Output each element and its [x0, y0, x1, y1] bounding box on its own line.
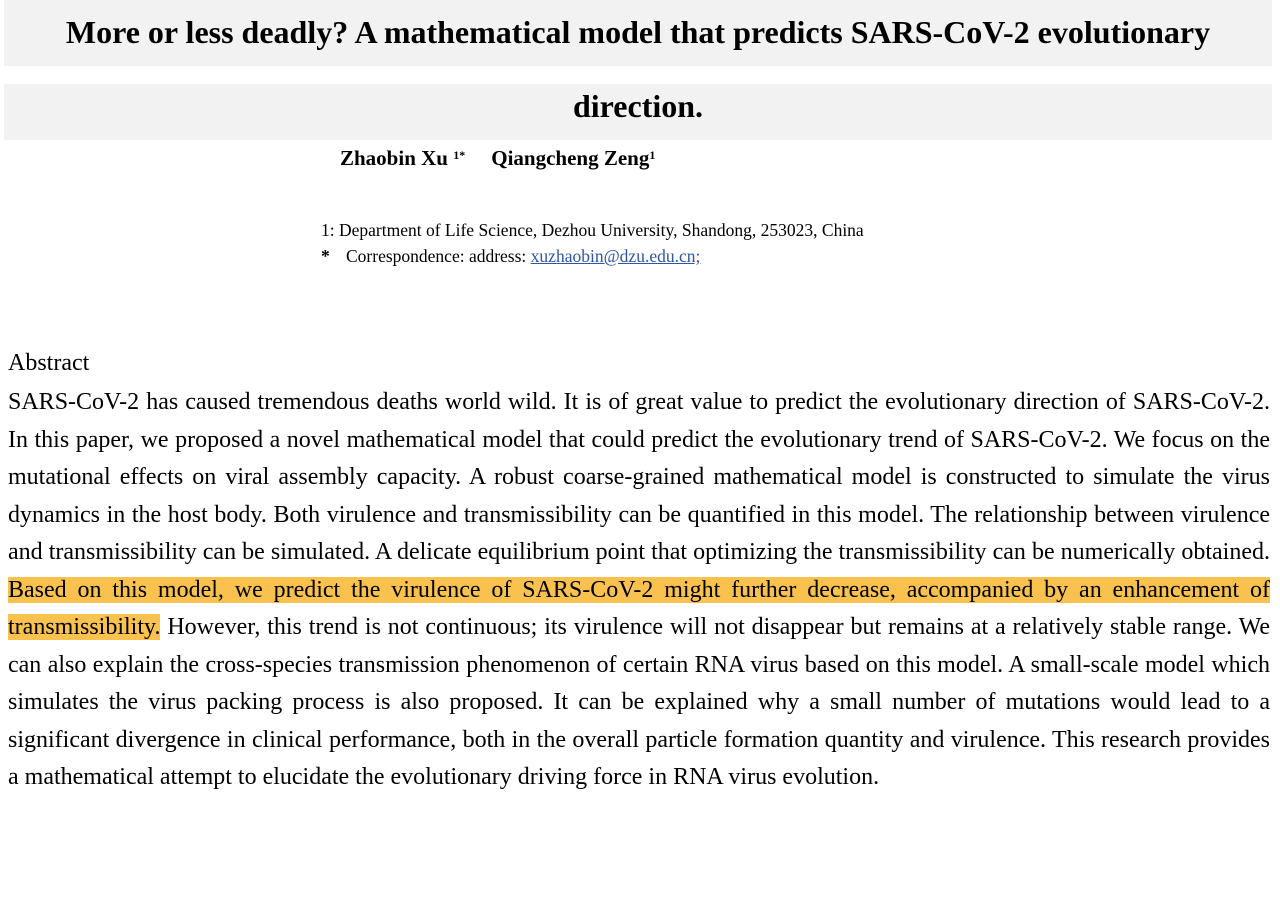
- author-name: Zhaobin Xu: [340, 146, 454, 170]
- correspondence-label: Correspondence: address:: [346, 246, 531, 266]
- affiliation: 1: Department of Life Science, Dezhou University, Shandong, 253023, China: [321, 220, 864, 240]
- abstract-text: However, this trend is not continuous; its virulence will not disappear but remains at a relatively stable range. We can also explain the cross-species transmission phenomenon of certain RNA virus based on this model. A small-scale model which simulates the virus packing process is also proposed. It can be explained why a small number of mutations would lead to a significant divergence in clinical performance, both in the overall particle formation quantity and virulence. This research provides a mathematical attempt to elucidate the evolutionary driving force in RNA virus evolution.: [8, 614, 1270, 790]
- paper-title-line-2: direction.: [4, 84, 1272, 140]
- abstract-heading: Abstract: [8, 350, 90, 376]
- correspondence-marker: *: [321, 246, 330, 266]
- author-name: Qiangcheng Zeng: [491, 146, 650, 170]
- abstract-text: SARS-CoV-2 has caused tremendous deaths world wild. It is of great value to predict the evolutionary direction of SARS-CoV-2. In this paper, we proposed a novel mathematical model that could predict the evolutionary trend of SARS-CoV-2. We focus on the mutational effects on viral assembly capacity. A robust coarse-grained mathematical model is constructed to simulate the virus dynamics in the host body. Both virulence and transmissibility can be quantified in this model. The relationship between virulence and transmissibility can be simulated. A delicate equilibrium point that optimizing the transmissibility can be numerically obtained.: [8, 389, 1270, 565]
- author-affiliation-mark: 1*: [453, 148, 466, 162]
- abstract-body: [8, 384, 1270, 797]
- highlighted-text[interactable]: Based on this model, we predict the virulence of SARS-CoV-2 might further decrease, accompanied by an enhancement of transmissibility.: [8, 576, 1270, 640]
- author-list: [340, 146, 655, 171]
- paper-title-line-1: More or less deadly? A mathematical model that predicts SARS-CoV-2 evolutionary: [4, 0, 1272, 66]
- author-affiliation-mark: 1: [649, 148, 656, 162]
- correspondence: [321, 246, 700, 267]
- email-link[interactable]: xuzhaobin@dzu.edu.cn;: [530, 246, 701, 266]
